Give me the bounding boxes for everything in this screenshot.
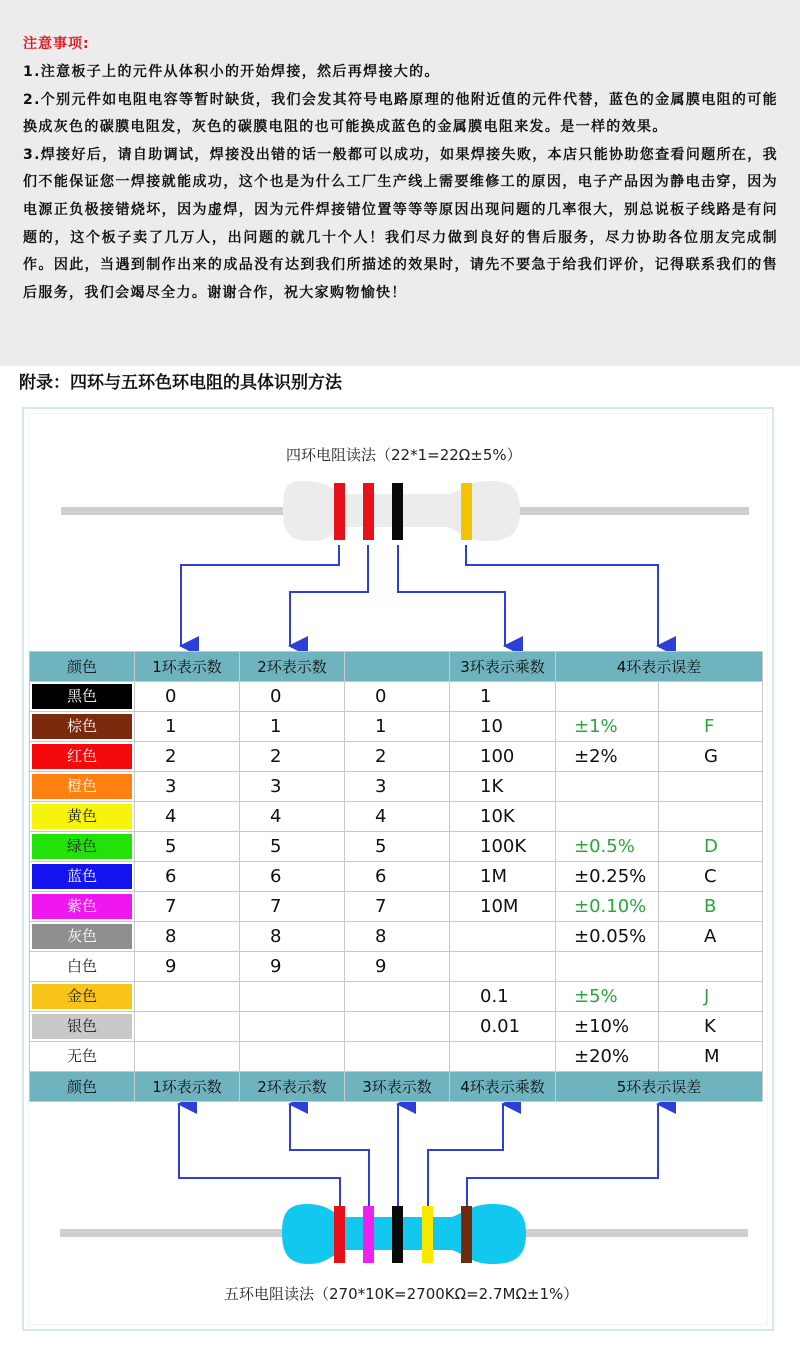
color-name: 金色 <box>32 984 132 1009</box>
five-band-resistor <box>60 1204 748 1264</box>
digit-3-cell: 3 <box>345 772 450 802</box>
color-name: 黄色 <box>32 804 132 829</box>
color-code-table <box>29 651 763 1102</box>
multiplier-cell: 1 <box>450 682 556 712</box>
table-row <box>30 802 763 832</box>
tolerance-letter-cell <box>659 682 763 712</box>
digit-3-cell: 9 <box>345 952 450 982</box>
arrow-band-5-1 <box>179 1104 340 1206</box>
digit-1-cell: 8 <box>135 922 240 952</box>
multiplier-cell: 10 <box>450 712 556 742</box>
digit-1-cell <box>135 1012 240 1042</box>
digit-3-cell <box>345 982 450 1012</box>
notice-item-2: 2.个别元件如电阻电容等暂时缺货，我们会发其符号电路原理的他附近值的元件代替，蓝色的金属膜电阻的可能换成灰色的碳膜电阻发，灰色的碳膜电阻的也可能换成蓝色的金属膜电阻来发。是一样的效果。 <box>23 91 778 136</box>
tolerance-letter-cell: F <box>659 712 763 742</box>
color-swatch-cell <box>30 952 135 982</box>
tolerance-letter-cell: D <box>659 832 763 862</box>
digit-1-cell <box>135 1042 240 1072</box>
color-name: 红色 <box>32 744 132 769</box>
multiplier-cell: 0.1 <box>450 982 556 1012</box>
tolerance-cell <box>556 802 659 832</box>
digit-1-cell: 1 <box>135 712 240 742</box>
tolerance-letter-cell <box>659 772 763 802</box>
digit-2-cell: 1 <box>240 712 345 742</box>
tolerance-cell: ±5% <box>556 982 659 1012</box>
header-cell <box>345 652 450 682</box>
four-band-resistor <box>61 481 749 541</box>
header-cell: 颜色 <box>30 652 135 682</box>
multiplier-cell: 10M <box>450 892 556 922</box>
digit-2-cell: 6 <box>240 862 345 892</box>
tolerance-cell: ±20% <box>556 1042 659 1072</box>
tolerance-cell: ±1% <box>556 712 659 742</box>
tolerance-letter-cell: B <box>659 892 763 922</box>
table-row <box>30 1042 763 1072</box>
arrow-band-5-2 <box>290 1104 369 1206</box>
notice-item-3: 3.焊接好后，请自助调试，焊接没出错的话一般都可以成功，如果焊接失败，本店只能协助您查看问题所在，我们不能保证您一焊接就能成功，这个也是为什么工厂生产线上需要维修工的原因，电子产品因为静电击穿，因为电源正负极接错烧坏，因为虚焊，因为元件焊接错位置等等等原因出现问题的几率很大，别总说板子线路是有问题的，这个板子卖了几万人，出问题的就几十个人！我们尽力做到良好的售后服务，尽力协助各位朋友完成制作。因此，当遇到制作出来的成品没有达到我们所描述的效果时，请先不要急于给我们评价，记得联系我们的售后服务，我们会竭尽全力。谢谢合作，祝大家购物愉快！ <box>23 146 778 301</box>
header-cell: 4环表示乘数 <box>450 1072 556 1102</box>
tolerance-cell <box>556 682 659 712</box>
digit-3-cell: 8 <box>345 922 450 952</box>
tolerance-cell: ±0.05% <box>556 922 659 952</box>
digit-2-cell: 9 <box>240 952 345 982</box>
color-name: 白色 <box>32 954 132 979</box>
multiplier-cell: 0.01 <box>450 1012 556 1042</box>
header-cell: 1环表示数 <box>135 652 240 682</box>
band-3 <box>392 483 403 540</box>
color-swatch-cell <box>30 1012 135 1042</box>
digit-2-cell: 7 <box>240 892 345 922</box>
color-name: 棕色 <box>32 714 132 739</box>
notice-item-1: 1.注意板子上的元件从体积小的开始焊接，然后再焊接大的。 <box>23 64 440 80</box>
bottom-arrows <box>179 1104 658 1206</box>
arrow-band-5-4 <box>428 1104 503 1206</box>
table-header-top <box>30 652 763 682</box>
color-name: 紫色 <box>32 894 132 919</box>
digit-1-cell: 9 <box>135 952 240 982</box>
color-name: 蓝色 <box>32 864 132 889</box>
band-3 <box>392 1206 403 1263</box>
table-row <box>30 682 763 712</box>
tolerance-letter-cell <box>659 802 763 832</box>
notice-title: 注意事项: <box>23 36 90 52</box>
color-swatch-cell <box>30 892 135 922</box>
arrow-band-2 <box>290 545 368 646</box>
digit-2-cell <box>240 1012 345 1042</box>
band-4 <box>422 1206 433 1263</box>
band-4 <box>461 483 472 540</box>
digit-2-cell: 0 <box>240 682 345 712</box>
color-name: 黑色 <box>32 684 132 709</box>
band-2 <box>363 483 374 540</box>
digit-3-cell: 2 <box>345 742 450 772</box>
table-row <box>30 892 763 922</box>
color-swatch-cell <box>30 802 135 832</box>
multiplier-cell: 1K <box>450 772 556 802</box>
header-cell: 1环表示数 <box>135 1072 240 1102</box>
tolerance-letter-cell: G <box>659 742 763 772</box>
digit-3-cell: 4 <box>345 802 450 832</box>
color-name: 无色 <box>32 1044 132 1069</box>
digit-3-cell: 5 <box>345 832 450 862</box>
table-row <box>30 712 763 742</box>
color-name: 橙色 <box>32 774 132 799</box>
header-cell: 2环表示数 <box>240 1072 345 1102</box>
color-swatch-cell <box>30 862 135 892</box>
multiplier-cell: 10K <box>450 802 556 832</box>
digit-1-cell <box>135 982 240 1012</box>
digit-3-cell: 7 <box>345 892 450 922</box>
digit-3-cell <box>345 1012 450 1042</box>
digit-3-cell: 1 <box>345 712 450 742</box>
band-2 <box>363 1206 374 1263</box>
multiplier-cell: 100 <box>450 742 556 772</box>
tolerance-letter-cell <box>659 952 763 982</box>
tolerance-letter-cell: A <box>659 922 763 952</box>
arrow-band-4 <box>466 545 658 646</box>
digit-1-cell: 5 <box>135 832 240 862</box>
digit-1-cell: 6 <box>135 862 240 892</box>
digit-1-cell: 0 <box>135 682 240 712</box>
digit-2-cell: 5 <box>240 832 345 862</box>
color-swatch-cell <box>30 772 135 802</box>
appendix-title: 附录：四环与五环色环电阻的具体识别方法 <box>19 373 342 393</box>
color-swatch-cell <box>30 742 135 772</box>
tolerance-letter-cell: C <box>659 862 763 892</box>
top-arrows <box>181 545 658 646</box>
digit-1-cell: 3 <box>135 772 240 802</box>
resistor-body <box>282 1204 526 1264</box>
arrow-band-1 <box>181 545 339 646</box>
digit-3-cell <box>345 1042 450 1072</box>
digit-1-cell: 4 <box>135 802 240 832</box>
digit-2-cell <box>240 982 345 1012</box>
multiplier-cell <box>450 952 556 982</box>
header-cell: 3环表示数 <box>345 1072 450 1102</box>
color-swatch-cell <box>30 982 135 1012</box>
color-swatch-cell <box>30 712 135 742</box>
digit-2-cell <box>240 1042 345 1072</box>
tolerance-cell <box>556 952 659 982</box>
color-name: 灰色 <box>32 924 132 949</box>
table-row <box>30 982 763 1012</box>
color-swatch-cell <box>30 922 135 952</box>
multiplier-cell: 100K <box>450 832 556 862</box>
digit-3-cell: 0 <box>345 682 450 712</box>
digit-1-cell: 2 <box>135 742 240 772</box>
color-swatch-cell <box>30 832 135 862</box>
color-name: 绿色 <box>32 834 132 859</box>
table-row <box>30 772 763 802</box>
arrow-band-5-5 <box>467 1104 658 1206</box>
table-row <box>30 742 763 772</box>
header-cell: 5环表示误差 <box>556 1072 763 1102</box>
digit-3-cell: 6 <box>345 862 450 892</box>
band-1 <box>334 483 345 540</box>
arrow-band-3 <box>398 545 505 646</box>
table-row <box>30 1012 763 1042</box>
digit-2-cell: 8 <box>240 922 345 952</box>
tolerance-letter-cell: M <box>659 1042 763 1072</box>
multiplier-cell <box>450 1042 556 1072</box>
color-name: 银色 <box>32 1014 132 1039</box>
tolerance-cell: ±10% <box>556 1012 659 1042</box>
header-cell: 4环表示误差 <box>556 652 763 682</box>
table-row <box>30 862 763 892</box>
table-row <box>30 832 763 862</box>
header-cell: 3环表示乘数 <box>450 652 556 682</box>
tolerance-cell: ±2% <box>556 742 659 772</box>
band-5 <box>461 1206 472 1263</box>
digit-1-cell: 7 <box>135 892 240 922</box>
tolerance-letter-cell: K <box>659 1012 763 1042</box>
digit-2-cell: 3 <box>240 772 345 802</box>
table-row <box>30 922 763 952</box>
digit-2-cell: 4 <box>240 802 345 832</box>
band-1 <box>334 1206 345 1263</box>
digit-2-cell: 2 <box>240 742 345 772</box>
five-band-caption: 五环电阻读法（270*10K=2700KΩ=2.7MΩ±1%） <box>224 1285 579 1303</box>
table-row <box>30 952 763 982</box>
color-swatch-cell <box>30 1042 135 1072</box>
color-swatch-cell <box>30 682 135 712</box>
header-cell: 2环表示数 <box>240 652 345 682</box>
four-band-caption: 四环电阻读法（22*1=22Ω±5%） <box>286 446 522 464</box>
tolerance-cell: ±0.10% <box>556 892 659 922</box>
header-cell: 颜色 <box>30 1072 135 1102</box>
tolerance-cell: ±0.5% <box>556 832 659 862</box>
multiplier-cell: 1M <box>450 862 556 892</box>
multiplier-cell <box>450 922 556 952</box>
tolerance-letter-cell: J <box>659 982 763 1012</box>
tolerance-cell: ±0.25% <box>556 862 659 892</box>
table-header-bottom <box>30 1072 763 1102</box>
tolerance-cell <box>556 772 659 802</box>
